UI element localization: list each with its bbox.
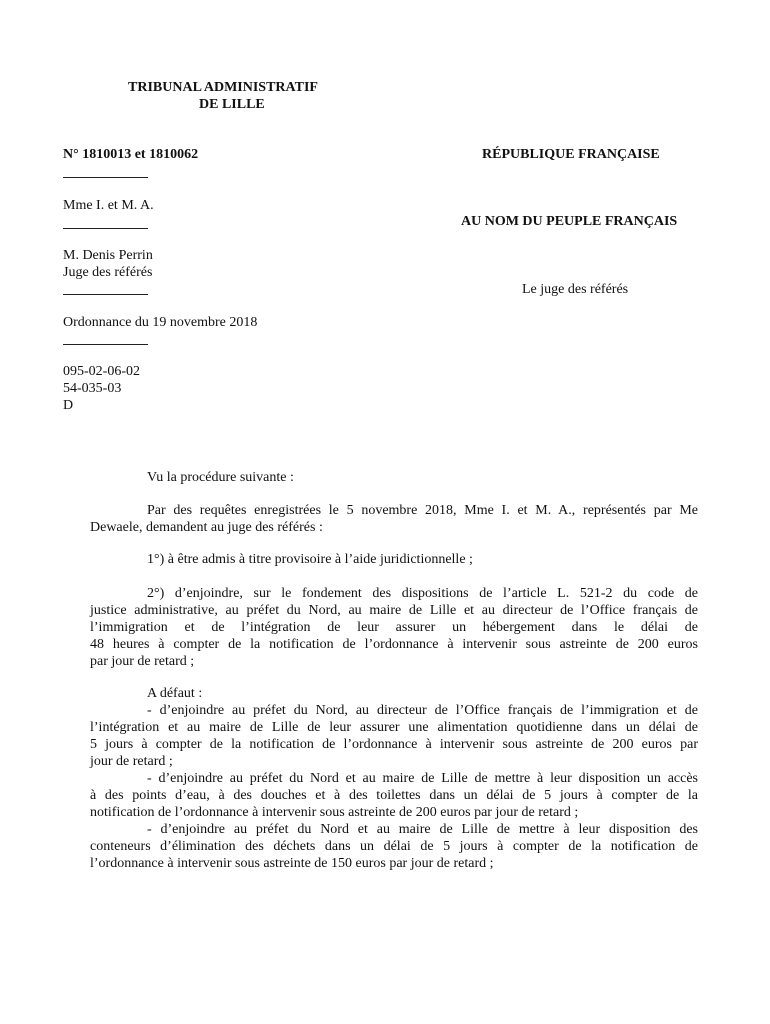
case-numbers: N° 1810013 et 1810062 <box>63 147 199 162</box>
text-line: par jour de retard ; <box>90 654 195 669</box>
text-line: 48 heures à compter de la notification de l’ordonnance à intervenir sous astreinte de 200 euros <box>90 637 698 652</box>
classification-code: 54-035-03 <box>63 381 122 396</box>
text-line: 5 jours à compter de la notification de l’ordonnance à intervenir sous astreinte de 200 euros par <box>90 737 698 752</box>
text-line: l’intégration et au maire de Lille de leur assurer une alimentation quotidienne dans un délai de <box>90 720 698 735</box>
judge-role: Le juge des référés <box>522 282 629 297</box>
classification-code: 095-02-06-02 <box>63 364 140 379</box>
default-label: A défaut : <box>147 686 203 701</box>
default-request-1 <box>90 702 698 770</box>
court-name-line1: TRIBUNAL ADMINISTRATIF <box>128 80 318 95</box>
text-line: notification de l’ordonnance à intervenir sous astreinte de 200 euros par jour de retard ; <box>90 805 579 820</box>
default-request-2 <box>90 770 698 821</box>
text-line: 2°) d’enjoindre, sur le fondement des dispositions de l’article L. 521-2 du code de <box>147 586 698 601</box>
separator-line <box>63 177 148 178</box>
text-line: à des points d’eau, à des douches et à des toilettes dans un délai de 5 jours à compter de la <box>90 788 698 803</box>
conclusion-item-2 <box>90 585 698 670</box>
text-line: jour de retard ; <box>90 754 173 769</box>
default-request-3 <box>90 821 698 872</box>
text-line: conteneurs d’élimination des déchets dans un délai de 5 jours à compter de la notification de <box>90 839 698 854</box>
in-name-of-heading: AU NOM DU PEUPLE FRANÇAIS <box>461 214 678 229</box>
republic-heading: RÉPUBLIQUE FRANÇAISE <box>482 147 660 162</box>
text-line: Dewaele, demandent au juge des référés : <box>90 520 323 535</box>
order-date: Ordonnance du 19 novembre 2018 <box>63 315 258 330</box>
text-line: - d’enjoindre au préfet du Nord et au maire de Lille de mettre à leur disposition des <box>147 822 698 837</box>
separator-line <box>63 344 148 345</box>
judge-name: M. Denis Perrin <box>63 248 153 263</box>
judge-title: Juge des référés <box>63 265 153 280</box>
text-line: l’immigration et de l’intégration de leur assurer un hébergement dans le délai de <box>90 620 698 635</box>
separator-line <box>63 228 148 229</box>
request-paragraph <box>90 502 698 536</box>
publication-code: D <box>63 398 74 413</box>
text-line: - d’enjoindre au préfet du Nord et au maire de Lille de mettre à leur disposition un accès <box>147 771 698 786</box>
conclusion-item-1: 1°) à être admis à titre provisoire à l’aide juridictionnelle ; <box>147 552 473 567</box>
parties: Mme I. et M. A. <box>63 198 154 213</box>
text-line: Par des requêtes enregistrées le 5 novembre 2018, Mme I. et M. A., représentés par Me <box>147 503 698 518</box>
text-line: justice administrative, au préfet du Nord, au maire de Lille et au directeur de l’Office français de <box>90 603 698 618</box>
text-line: - d’enjoindre au préfet du Nord, au directeur de l’Office français de l’immigration et de <box>147 703 698 718</box>
separator-line <box>63 294 148 295</box>
court-name-line2: DE LILLE <box>199 97 265 112</box>
procedure-intro: Vu la procédure suivante : <box>147 470 294 485</box>
text-line: l’ordonnance à intervenir sous astreinte de 150 euros par jour de retard ; <box>90 856 494 871</box>
